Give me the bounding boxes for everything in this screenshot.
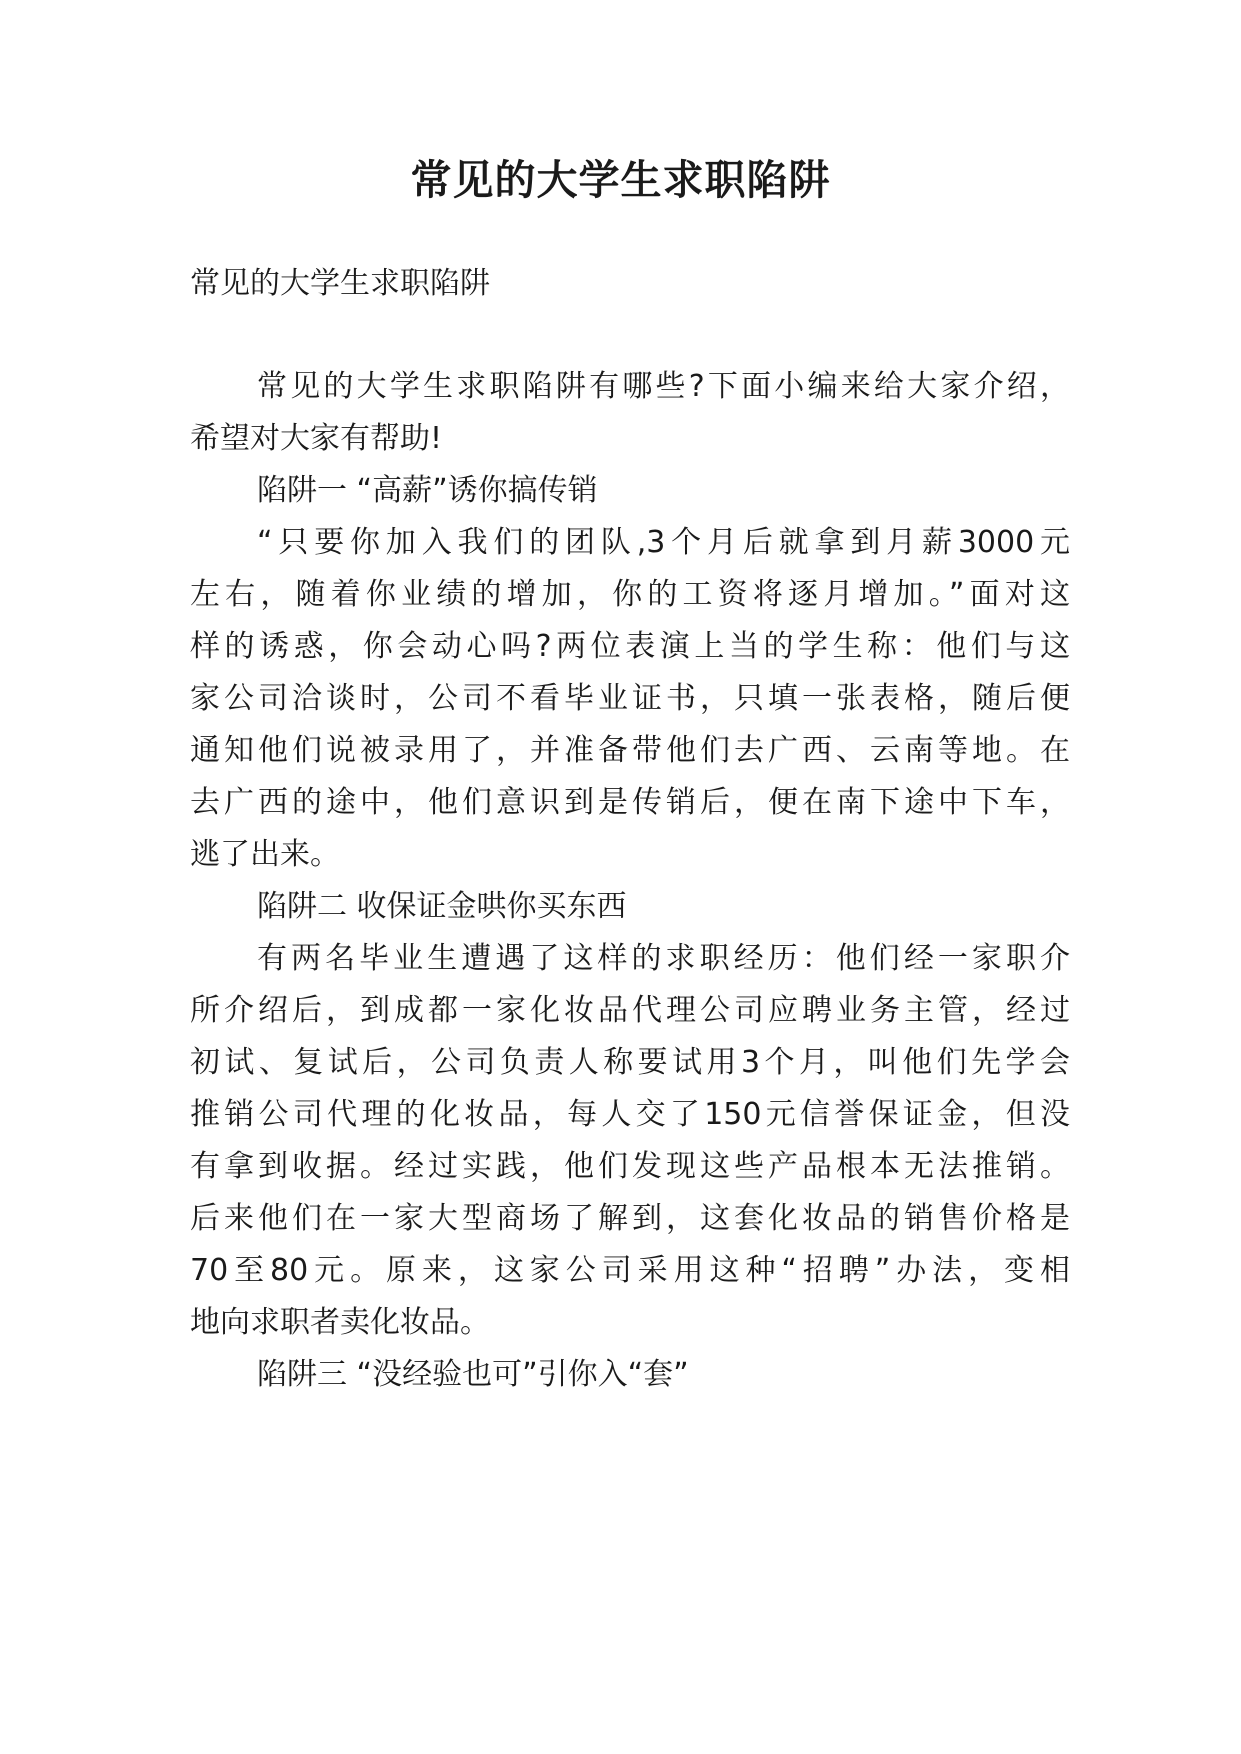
paragraph-line: 家公司洽谈时，公司不看毕业证书，只填一张表格，随后便 xyxy=(190,681,1070,716)
document-title: 常见的大学生求职陷阱 xyxy=(410,156,831,204)
paragraph-line: 去广西的途中，他们意识到是传销后，便在南下途中下车， xyxy=(190,785,1070,820)
paragraph-line: 地向求职者卖化妆品。 xyxy=(190,1305,490,1340)
section-heading: 陷阱二 收保证金哄你买东西 xyxy=(257,889,627,924)
paragraph-line: 所介绍后，到成都一家化妆品代理公司应聘业务主管，经过 xyxy=(190,993,1070,1028)
paragraph-line: “只要你加入我们的团队,3个月后就拿到月薪3000元 xyxy=(257,525,1070,560)
subtitle-line: 常见的大学生求职陷阱 xyxy=(190,266,490,301)
paragraph-line: 逃了出来。 xyxy=(190,837,340,872)
paragraph-line: 有拿到收据。经过实践，他们发现这些产品根本无法推销。 xyxy=(190,1149,1070,1184)
paragraph-line: 通知他们说被录用了，并准备带他们去广西、云南等地。在 xyxy=(190,733,1070,768)
paragraph-line: 有两名毕业生遭遇了这样的求职经历：他们经一家职介 xyxy=(257,941,1070,976)
paragraph-line: 样的诱惑，你会动心吗?两位表演上当的学生称：他们与这 xyxy=(190,629,1070,664)
paragraph-line: 70至80元。原来，这家公司采用这种“招聘”办法，变相 xyxy=(190,1253,1070,1288)
section-heading: 陷阱三 “没经验也可”引你入“套” xyxy=(257,1357,689,1392)
paragraph-line: 常见的大学生求职陷阱有哪些?下面小编来给大家介绍， xyxy=(257,369,1070,404)
paragraph-line: 希望对大家有帮助! xyxy=(190,421,443,456)
paragraph-line: 左右，随着你业绩的增加，你的工资将逐月增加。”面对这 xyxy=(190,577,1070,612)
paragraph-line: 初试、复试后，公司负责人称要试用3个月，叫他们先学会 xyxy=(190,1045,1070,1080)
paragraph-line: 推销公司代理的化妆品，每人交了150元信誉保证金，但没 xyxy=(190,1097,1070,1132)
paragraph-line: 后来他们在一家大型商场了解到，这套化妆品的销售价格是 xyxy=(190,1201,1070,1236)
section-heading: 陷阱一 “高薪”诱你搞传销 xyxy=(257,473,598,508)
